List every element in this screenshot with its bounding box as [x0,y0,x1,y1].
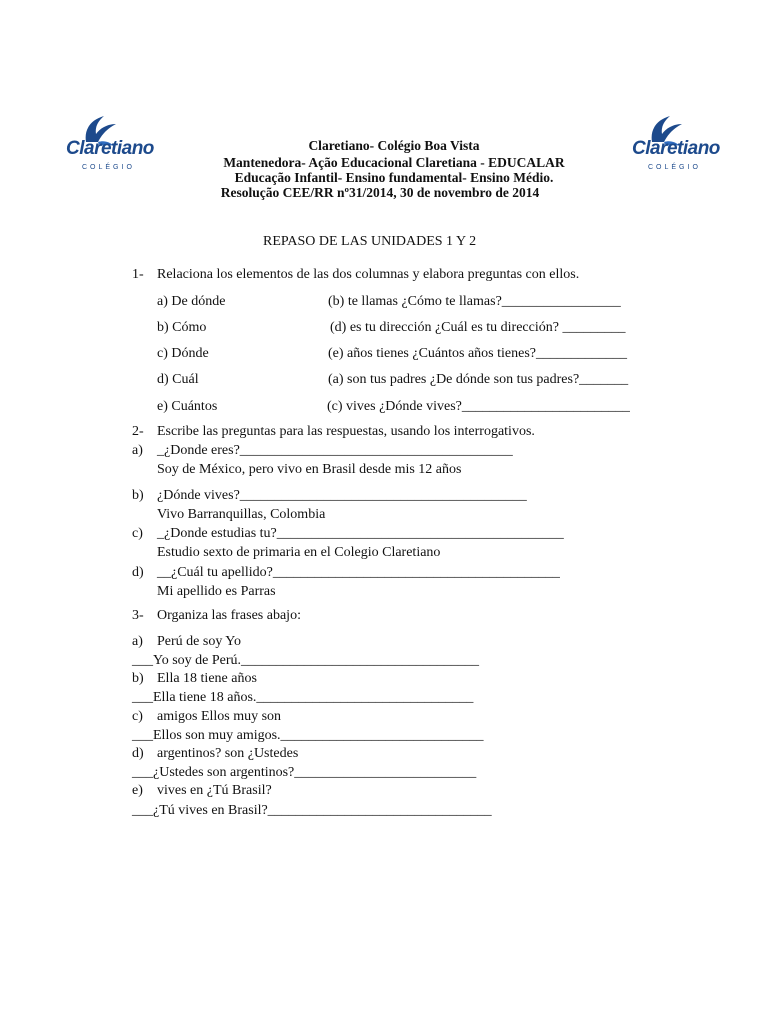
q3-number: 3- [132,608,144,623]
q1-right-d: (a) son tus padres ¿De dónde son tus padres?_______ [328,372,629,387]
q3-answer-e: ___¿Tú vives en Brasil?________________________________ [132,803,492,818]
header-levels: Educação Infantil- Ensino fundamental- Ensino Médio. [234,170,554,185]
q3-phrase-c: amigos Ellos muy son [157,709,282,724]
q1-left-d: d) Cuál [157,372,199,387]
q2-label-d: d) [132,565,144,580]
q3-label-b: b) [132,671,144,686]
q2-question-a: _¿Donde eres?_______________________________________ [157,443,513,458]
q3-label-c: c) [132,709,143,724]
q2-question-c: _¿Donde estudias tu?_________________________________________ [157,526,564,541]
header-school: Claretiano- Colégio Boa Vista [308,138,480,153]
q2-answer-a: Soy de México, pero vivo en Brasil desde mis 12 años [157,462,462,477]
q1-left-a: a) De dónde [157,294,226,309]
q1-right-a: (b) te llamas ¿Cómo te llamas?_________________ [328,294,621,309]
page-title: REPASO DE LAS UNIDADES 1 Y 2 [263,234,477,249]
q3-answer-c: ___Ellos son muy amigos._____________________________ [132,728,484,743]
q2-label-a: a) [132,443,143,458]
q3-answer-a: ___Yo soy de Perú.__________________________________ [132,653,480,668]
q3-phrase-a: Perú de soy Yo [157,634,242,649]
header-maintainer: Mantenedora- Ação Educacional Claretiana - EDUCALAR [223,155,565,170]
q2-answer-c: Estudio sexto de primaria en el Colegio Claretiano [157,545,441,560]
q2-question-b: ¿Dónde vives?_________________________________________ [157,488,527,503]
q1-right-c: (e) años tienes ¿Cuántos años tienes?_____________ [328,346,627,361]
q3-label-e: e) [132,783,143,798]
q2-label-c: c) [132,526,143,541]
logo-brand: Claretiano [632,138,720,159]
q2-answer-d: Mi apellido es Parras [157,584,276,599]
q2-answer-b: Vivo Barranquillas, Colombia [157,507,326,522]
q3-prompt: Organiza las frases abajo: [157,608,301,623]
q3-phrase-e: vives en ¿Tú Brasil? [157,783,272,798]
logo-subtitle: COLÉGIO [648,164,701,171]
q1-left-b: b) Cómo [157,320,207,335]
q1-left-e: e) Cuántos [157,399,218,414]
q3-answer-b: ___Ella tiene 18 años._______________________________ [132,690,474,705]
logo-brand: Claretiano [66,138,154,159]
q2-label-b: b) [132,488,144,503]
q1-right-b: (d) es tu dirección ¿Cuál es tu dirección? _________ [330,320,626,335]
q2-number: 2- [132,424,144,439]
q3-phrase-d: argentinos? son ¿Ustedes [157,746,299,761]
q1-prompt: Relaciona los elementos de las dos columnas y elabora preguntas con ellos. [157,267,580,282]
q3-label-a: a) [132,634,143,649]
q2-question-d: __¿Cuál tu apellido?_________________________________________ [157,565,560,580]
q1-number: 1- [132,267,144,282]
q3-answer-d: ___¿Ustedes son argentinos?__________________________ [132,765,477,780]
q1-left-c: c) Dónde [157,346,209,361]
q1-right-e: (c) vives ¿Dónde vives?________________________ [327,399,630,414]
logo-subtitle: COLÉGIO [82,164,135,171]
q3-label-d: d) [132,746,144,761]
q2-prompt: Escribe las preguntas para las respuestas, usando los interrogativos. [157,424,535,439]
header-resolution: Resolução CEE/RR nº31/2014, 30 de novembro de 2014 [220,185,540,200]
q3-phrase-b: Ella 18 tiene años [157,671,257,686]
